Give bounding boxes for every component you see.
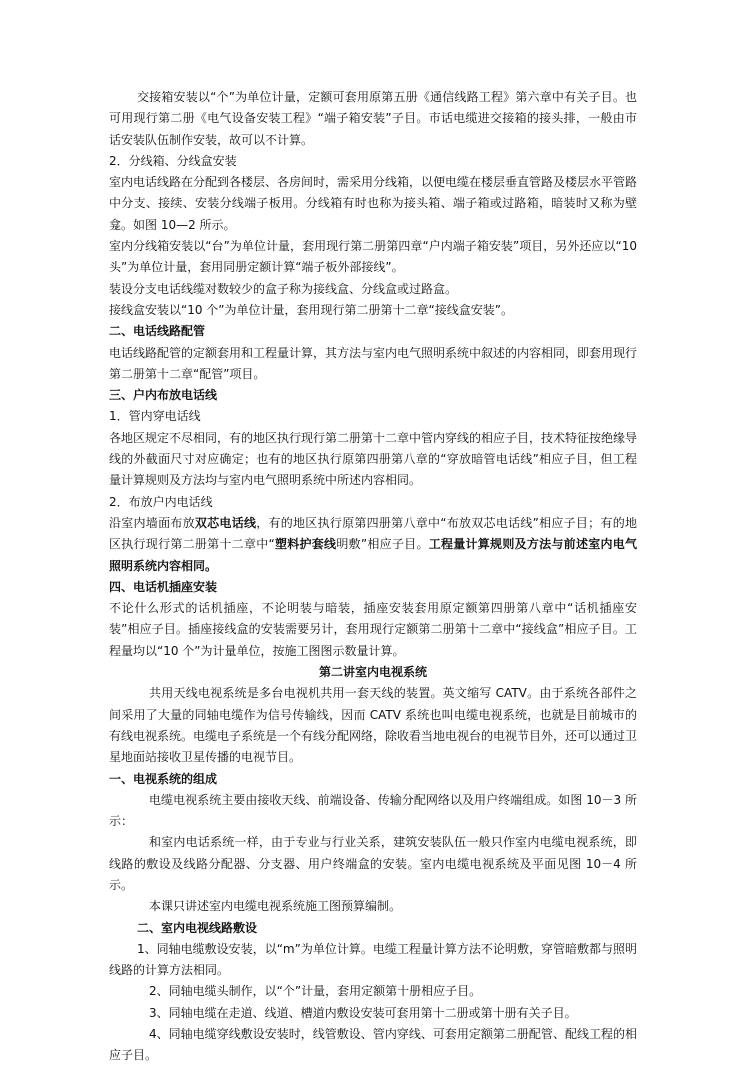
section-heading-conduit: 二、电话线路配管 <box>109 324 206 339</box>
paragraph-distribution-box: 室内电话线路在分配到各楼层、各房间时，需采用分线箱，以便电缆在楼层垂直管路及楼层水平管路中分支、接续、安装分线端子板用。分线箱有时也称为接头箱、端子箱或过路箱，暗装时又称为壁龛。如图 10—2 所示。 <box>109 175 638 232</box>
paragraph-junction-box: 交接箱安装以“个”为单位计量，定额可套用原第五册《通信线路工程》第六章中有关子目。也可用现行第二册《电气设备安装工程》“端子箱安装”子目。市话电缆进交接箱的接头排，一般由市话安装队伍制作安装，故可以不计算。 <box>109 90 637 147</box>
paragraph-tv-composition: 电缆电视系统主要由接收天线、前端设备、传输分配网络以及用户终端组成。如图 10－3 所示： <box>109 792 637 829</box>
paragraph-conduit: 电话线路配管的定额套用和工程量计算，其方法与室内电气照明系统中叙述的内容相同，即套用现行第二册第十二章“配管”项目。 <box>109 345 638 381</box>
text-run: 沿室内墙面布放 <box>109 515 195 530</box>
paragraph-surface-wiring <box>109 513 637 577</box>
text-run: 明敷”相应子目。 <box>336 537 429 552</box>
section-heading-tv-wiring: 二、室内电视线路敷设 <box>137 920 258 935</box>
bold-text-run: 塑料护套线 <box>274 537 337 552</box>
paragraph-tv-installation-scope: 和室内电话系统一样，由于专业与行业关系，建筑安装队伍一般只作室内电缆电视系统，即线路的敷设及线路分配器、分支器、用户终端盒的安装。室内电缆电视系统及平面见图 10－4 所示。 <box>109 835 637 892</box>
paragraph-in-pipe-wiring: 各地区规定不尽相同，有的地区执行现行第二册第十二章中管内穿线的相应子目，技术特征按绝缘导线的外截面尺寸对应确定；也有的地区执行原第四册第八章的“穿放暗管电话线”相应子目，但工程量计算规则及方法均与室内电气照明系统中所述内容相同。 <box>109 430 638 488</box>
paragraph-junction-definition: 装设分支电话线缆对数较少的盒子称为接线盒、分线盒或过路盒。 <box>109 281 458 296</box>
section-heading-tv-composition: 一、电视系统的组成 <box>109 771 218 786</box>
paragraph-distribution-box-install: 室内分线箱安装以“台”为单位计量，套用现行第二册第四章“户内端子箱安装”项目，另外还应以“10 头”为单位计量，套用同册定额计算“端子板外部接线”。 <box>109 239 637 275</box>
bold-text-run: 工程量计算规则及方法与前述室内电气照明系统内容相同。 <box>109 537 638 573</box>
section-heading-indoor-wiring: 三、户内布放电话线 <box>109 388 218 403</box>
text-run: ，有的地区执行原第四册第八章中“布放双芯电话线”相应子目；有的地区执行现行第二册第十二章中“ <box>109 515 637 552</box>
paragraph-course-scope: 本课只讲述室内电缆电视系统施工图预算编制。 <box>149 899 402 914</box>
document-page <box>109 87 637 1067</box>
subheading-in-pipe-wiring: 1．管内穿电话线 <box>109 409 201 424</box>
section-heading-phone-socket: 四、电话机插座安装 <box>109 579 218 594</box>
paragraph-phone-socket: 不论什么形式的话机插座，不论明装与暗装，插座安装套用原定额第四册第八章中“话机插座安装”相应子目。插座接线盒的安装需要另计，套用现行定额第二册第十二章中“接线盒”相应子目。工程量均以“10 个”为计量单位，按施工图图示数量计算。 <box>109 601 637 658</box>
subheading-surface-wiring: 2．布放户内电话线 <box>109 494 213 509</box>
subheading-distribution-box: 2．分线箱、分线盒安装 <box>109 153 237 168</box>
paragraph-catv-intro: 共用天线电视系统是多台电视机共用一套天线的装置。英文缩写 CATV。由于系统各部件之间采用了大量的同轴电缆作为信号传输线，因而 CATV 系统也叫电缆电视系统，也就是目前城市的有线电视系统。电缆电子系统是一个有线分配网络，除收看当地电视台的电视节目外，还可以通过卫星地面站接收卫星传播的电视节目。 <box>109 686 638 765</box>
list-item-coax-channel: 3、同轴电缆在走道、线道、槽道内敷设安装可套用第十二册或第十册有关子目。 <box>149 1005 577 1020</box>
list-item-coax-head: 2、同轴电缆头制作，以“个”计量，套用定额第十册相应子目。 <box>149 984 482 999</box>
bold-text-run: 双芯电话线 <box>194 515 257 530</box>
lecture-title: 第二讲室内电视系统 <box>318 665 427 680</box>
paragraph-junction-install: 接线盒安装以“10 个”为单位计量，套用现行第二册第十二章“接线盒安装”。 <box>109 302 513 317</box>
list-item-coax-conduit: 4、同轴电缆穿线敷设安装时，线管敷设、管内穿线、可套用定额第二册配管、配线工程的相应子目。 <box>109 1027 637 1063</box>
list-item-coax-install: 1、同轴电缆敷设安装，以“m”为单位计算。电缆工程量计算方法不论明敷，穿管暗敷都与照明线路的计算方法相同。 <box>109 941 637 978</box>
